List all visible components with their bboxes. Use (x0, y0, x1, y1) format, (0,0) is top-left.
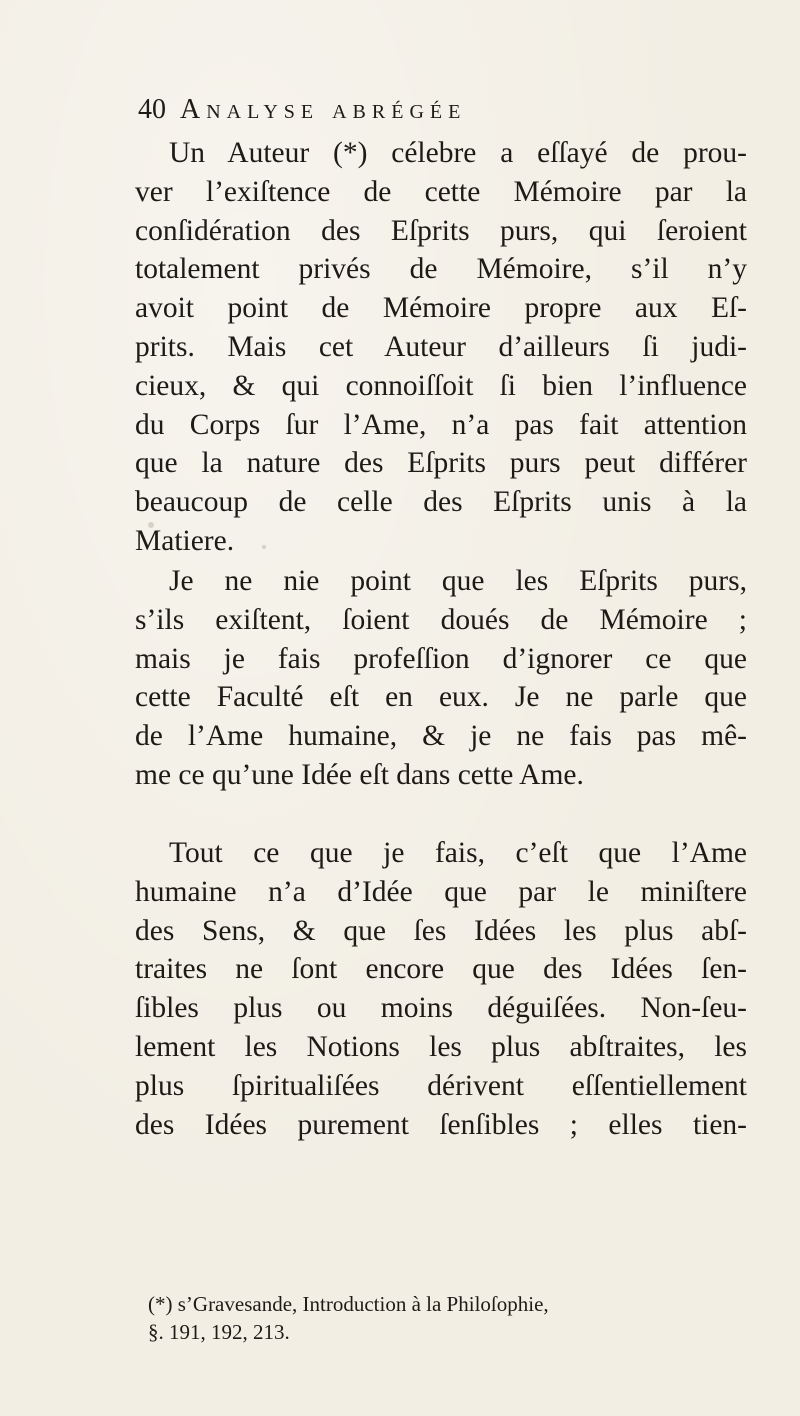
text-line: que la nature des Eſprits purs peut différer (135, 447, 747, 480)
text-line: totalement privés de Mémoire, s’il n’y (135, 253, 747, 286)
text-line: Matiere. (135, 524, 235, 557)
page-number: 40 (138, 94, 166, 125)
text-line: ſibles plus ou moins déguiſées. Non-ſeu- (135, 992, 747, 1025)
text-line: Je ne nie point que les Eſprits purs, (169, 565, 747, 597)
text-line: me ce qu’une Idée eſt dans cette Ame. (135, 758, 584, 791)
footnote-line: (*) s’Gravesande, Introduction à la Philoſophie, (148, 1292, 549, 1316)
text-line: humaine n’a d’Idée que par le miniſtere (135, 875, 747, 908)
paragraph-2 (135, 562, 747, 795)
text-line: traites ne ſont encore que des Idées ſen- (135, 953, 747, 986)
paragraph-3 (135, 834, 747, 1144)
text-line: du Corps ſur l’Ame, n’a pas fait attention (135, 408, 747, 441)
text-line: mais je fais profeſſion d’ignorer ce que (135, 642, 747, 675)
text-line: plus ſpiritualiſées dérivent eſſentiellement (135, 1069, 747, 1102)
running-title: Analyse abrégée (180, 94, 467, 125)
text-line: ver l’exiſtence de cette Mémoire par la (135, 175, 747, 208)
text-line: conſidération des Eſprits purs, qui ſeroient (135, 214, 747, 247)
paragraph-1 (135, 134, 747, 561)
text-line: Tout ce que je fais, c’eſt que l’Ame (169, 837, 747, 869)
text-line: des Sens, & que ſes Idées les plus abſ- (135, 914, 747, 947)
text-line: des Idées purement ſenſibles ; elles tien- (135, 1108, 747, 1141)
text-line: beaucoup de celle des Eſprits unis à la (135, 486, 747, 519)
text-line: de l’Ame humaine, & je ne fais pas mê- (135, 720, 747, 753)
footnote (148, 1290, 708, 1346)
text-line: Un Auteur (*) célebre a eſſayé de prou- (169, 137, 747, 169)
paper-speck (262, 545, 266, 549)
text-line: s’ils exiſtent, ſoient doués de Mémoire ; (135, 603, 747, 636)
text-line: avoit point de Mémoire propre aux Eſ- (135, 292, 747, 325)
page-header (138, 92, 698, 132)
text-line: lement les Notions les plus abſtraites, les (135, 1030, 747, 1063)
text-line: cieux, & qui connoiſſoit ſi bien l’influence (135, 369, 747, 402)
paper-speck (148, 522, 154, 528)
footnote-line: §. 191, 192, 213. (148, 1320, 290, 1344)
text-line: cette Faculté eſt en eux. Je ne parle que (135, 681, 747, 714)
text-line: prits. Mais cet Auteur d’ailleurs ſi judi- (135, 330, 747, 363)
